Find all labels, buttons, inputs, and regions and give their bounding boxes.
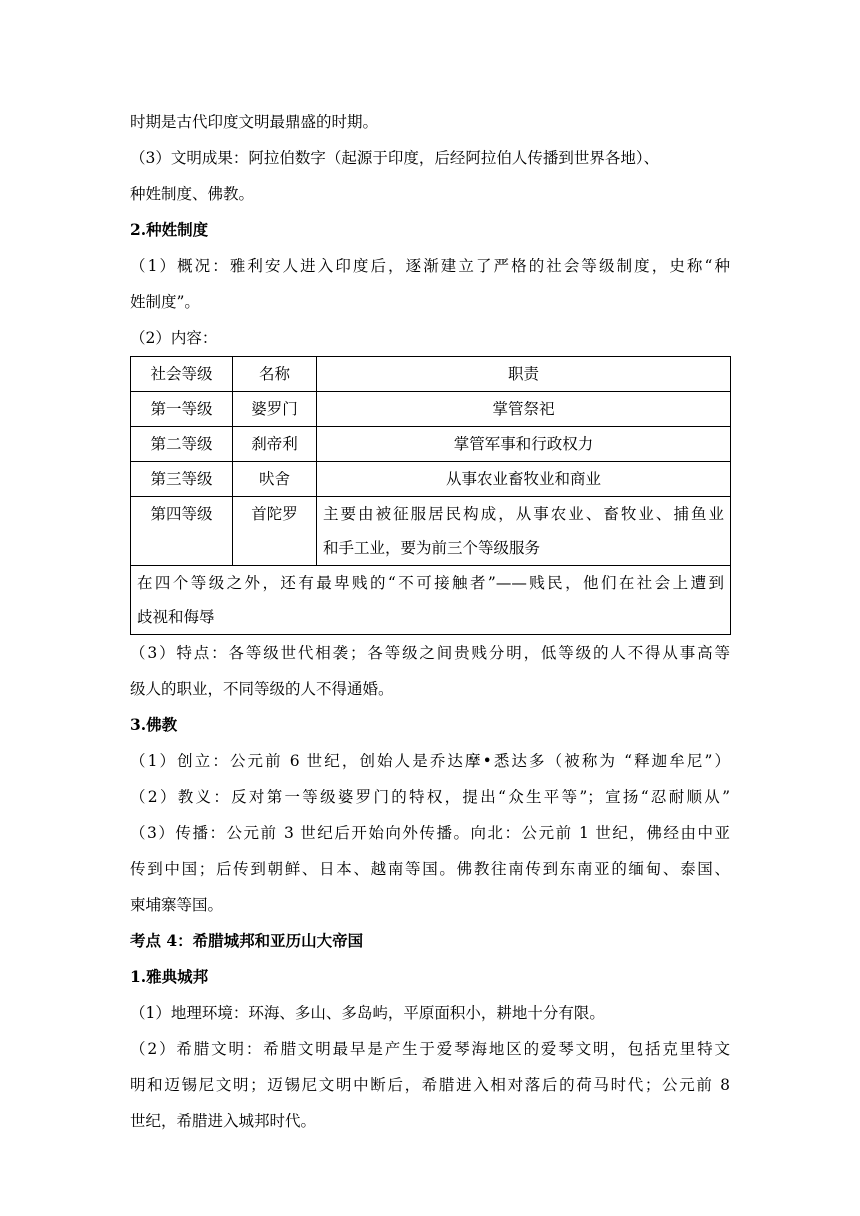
table-cell: 刹帝利 [233, 427, 317, 462]
header-cell: 职责 [317, 357, 731, 392]
caste-table [130, 356, 731, 635]
table-note [131, 566, 731, 635]
text-line: 级人的职业，不同等级的人不得通婚。 [130, 680, 394, 698]
text-line: 时期是古代印度文明最鼎盛的时期。 [130, 113, 379, 131]
text-line: 柬埔寨等国。 [130, 896, 224, 914]
table-cell: 掌管军事和行政权力 [317, 427, 731, 462]
table-header-row [131, 357, 731, 392]
table-row [131, 392, 731, 427]
table-cell: 掌管祭祀 [317, 392, 731, 427]
table-cell: 第三等级 [131, 462, 233, 497]
text-line: （3）传播：公元前 3 世纪后开始向外传播。向北：公元前 1 世纪，佛经由中亚 [130, 824, 730, 842]
text-line: （2）希腊文明：希腊文明最早是产生于爱琴海地区的爱琴文明，包括克里特文 [130, 1040, 730, 1058]
text-line: （3）文明成果：阿拉伯数字（起源于印度，后经阿拉伯人传播到世界各地）、 [130, 149, 660, 167]
table-row [131, 427, 731, 462]
table-cell: 第四等级 [131, 497, 233, 566]
table-row [131, 462, 731, 497]
table-cell: 首陀罗 [233, 497, 317, 566]
text-line: （2）教义：反对第一等级婆罗门的特权，提出“众生平等”；宣扬“忍耐顺从” [130, 788, 730, 806]
table-cell: 第一等级 [131, 392, 233, 427]
table-cell: 第二等级 [131, 427, 233, 462]
cell-line: 在四个等级之外，还有最卑贱的“不可接触者”——贱民，他们在社会上遭到 [137, 574, 724, 592]
table-cell: 婆罗门 [233, 392, 317, 427]
cell-line: 和手工业，要为前三个等级服务 [323, 539, 541, 557]
text-line: （1）创立：公元前 6 世纪，创始人是乔达摩•悉达多（被称为 “释迦牟尼”） [130, 752, 730, 770]
text-line: （1）概况：雅利安人进入印度后，逐渐建立了严格的社会等级制度，史称“种 [130, 257, 730, 275]
exam-point-heading: 考点 4：希腊城邦和亚历山大帝国 [130, 931, 364, 950]
table-row [131, 497, 731, 566]
text-line: （1）地理环境：环海、多山、多岛屿，平原面积小，耕地十分有限。 [130, 1004, 605, 1022]
text-line: （3）特点：各等级世代相袭；各等级之间贵贱分明，低等级的人不得从事高等 [130, 644, 730, 662]
table-note-row [131, 566, 731, 635]
section-heading-athens: 1.雅典城邦 [130, 967, 209, 986]
text-line: （2）内容： [130, 329, 218, 347]
document-page [130, 104, 730, 1139]
header-cell: 名称 [233, 357, 317, 392]
table-cell [317, 497, 731, 566]
table-cell: 从事农业畜牧业和商业 [317, 462, 731, 497]
text-line: 种姓制度、佛教。 [130, 185, 255, 203]
text-line: 姓制度”。 [130, 293, 200, 311]
table-cell: 吠舍 [233, 462, 317, 497]
cell-line: 主要由被征服居民构成，从事农业、畜牧业、捕鱼业 [323, 505, 724, 523]
cell-line: 歧视和侮辱 [137, 608, 215, 626]
section-heading-buddhism: 3.佛教 [130, 715, 178, 734]
header-cell: 社会等级 [131, 357, 233, 392]
text-line: 明和迈锡尼文明；迈锡尼文明中断后，希腊进入相对落后的荷马时代；公元前 8 [130, 1076, 730, 1094]
section-heading-caste: 2.种姓制度 [130, 220, 209, 239]
text-line: 传到中国；后传到朝鲜、日本、越南等国。佛教往南传到东南亚的缅甸、泰国、 [130, 860, 730, 878]
text-line: 世纪，希腊进入城邦时代。 [130, 1112, 317, 1130]
